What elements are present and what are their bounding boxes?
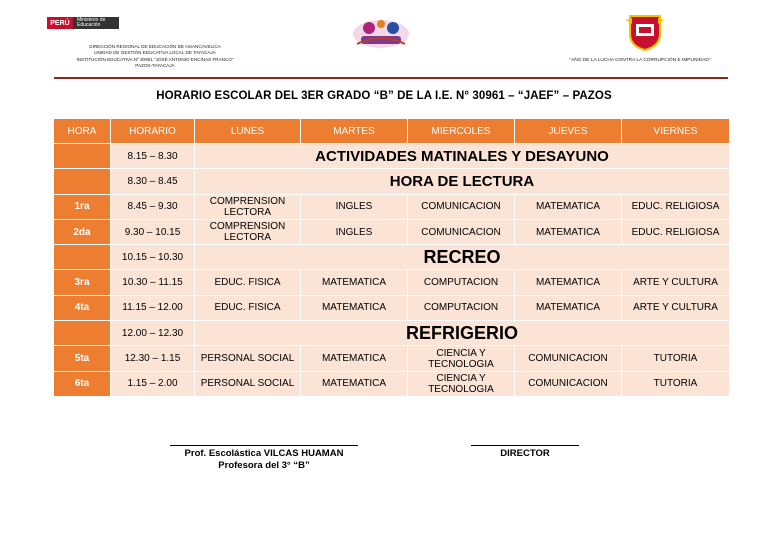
- column-header-martes: MARTES: [301, 119, 408, 144]
- activity-banner: REFRIGERIO: [195, 321, 730, 346]
- subject-cell: [195, 194, 301, 219]
- subject-cell: MATEMATICA: [515, 270, 622, 295]
- subject-cell: MATEMATICA: [301, 270, 408, 295]
- director-signature-line: [471, 445, 579, 446]
- column-header-lunes: LUNES: [195, 119, 301, 144]
- institution-line: PAZOS-TAYACAJA: [135, 63, 175, 69]
- hora-cell: 6ta: [54, 371, 111, 396]
- hora-cell: [54, 245, 111, 270]
- table-row: [54, 346, 730, 371]
- school-emblem-caption: [343, 46, 419, 51]
- subject-cell: [195, 371, 301, 396]
- subject-cell: TUTORIA: [622, 346, 730, 371]
- institution-lines: [50, 44, 260, 70]
- page-title: HORARIO ESCOLAR DEL 3ER GRADO “B” DE LA I.E. N° 30961 – “JAEF” – PAZOS: [156, 90, 612, 102]
- year-motto: "AÑO DE LA LUCHA CONTRA LA CORRUPCIÓN E IMPUNIDAD": [569, 58, 711, 63]
- subject-cell: [408, 371, 515, 396]
- horario-cell: 10.30 – 11.15: [111, 270, 195, 295]
- subject-cell: ARTE Y CULTURA: [622, 270, 730, 295]
- institution-line: UNIDAD DE GESTIÓN EDUCATIVA LOCAL DE TAYACAJA: [94, 50, 216, 56]
- director-role: DIRECTOR: [500, 448, 550, 459]
- subject-cell: INGLES: [301, 194, 408, 219]
- horario-cell: 9.30 – 10.15: [111, 219, 195, 244]
- schedule-table: [53, 118, 730, 397]
- subject-cell: MATEMATICA: [301, 295, 408, 320]
- table-row: [54, 295, 730, 320]
- subject-cell: EDUC. RELIGIOSA: [622, 194, 730, 219]
- document-header: [0, 0, 768, 80]
- activity-banner: RECREO: [195, 245, 730, 270]
- table-row: [54, 144, 730, 169]
- subject-cell: MATEMATICA: [515, 219, 622, 244]
- activity-banner: HORA DE LECTURA: [195, 169, 730, 194]
- peru-label: PERÚ: [47, 17, 73, 29]
- subject-label: COMPRENSION LECTORA: [209, 221, 286, 244]
- horario-cell: 8.45 – 9.30: [111, 194, 195, 219]
- subject-cell: [195, 346, 301, 371]
- table-row: [54, 321, 730, 346]
- subject-cell: COMPUTACION: [408, 295, 515, 320]
- teacher-name: Prof. Escolástica VILCAS HUAMAN: [184, 448, 344, 459]
- hora-cell: 1ra: [54, 194, 111, 219]
- subject-cell: [408, 346, 515, 371]
- subject-cell: COMUNICACION: [515, 371, 622, 396]
- table-row: [54, 169, 730, 194]
- horario-cell: 10.15 – 10.30: [111, 245, 195, 270]
- subject-cell: COMUNICACION: [515, 346, 622, 371]
- teacher-role: Profesora del 3° “B”: [218, 460, 310, 471]
- subject-cell: [195, 219, 301, 244]
- subject-cell: MATEMATICA: [515, 194, 622, 219]
- table-row: [54, 194, 730, 219]
- ministry-label: Ministerio de Educación: [73, 17, 119, 29]
- hora-cell: [54, 321, 111, 346]
- teacher-signature: [150, 448, 378, 472]
- institution-line: DIRECCIÓN REGIONAL DE EDUCACIÓN DE HUANCAVELICA: [89, 44, 221, 49]
- column-header-viernes: VIERNES: [622, 119, 730, 144]
- table-row: [54, 270, 730, 295]
- hora-cell: 4ta: [54, 295, 111, 320]
- subject-cell: MATEMATICA: [515, 295, 622, 320]
- column-header-hora: HORA: [54, 119, 111, 144]
- subject-cell: COMUNICACION: [408, 194, 515, 219]
- hora-cell: 3ra: [54, 270, 111, 295]
- subject-label: COMPRENSION LECTORA: [209, 195, 286, 218]
- column-header-miercoles: MIERCOLES: [408, 119, 515, 144]
- hora-cell: [54, 144, 111, 169]
- subject-label: PERSONAL SOCIAL: [200, 353, 295, 365]
- table-row: [54, 245, 730, 270]
- hora-cell: [54, 169, 111, 194]
- column-header-horario: HORARIO: [111, 119, 195, 144]
- horario-cell: 11.15 – 12.00: [111, 295, 195, 320]
- teacher-signature-line: [170, 445, 358, 446]
- horario-cell: 12.00 – 12.30: [111, 321, 195, 346]
- subject-cell: MATEMATICA: [301, 346, 408, 371]
- column-header-jueves: JUEVES: [515, 119, 622, 144]
- horario-cell: 12.30 – 1.15: [111, 346, 195, 371]
- subject-label: PERSONAL SOCIAL: [200, 378, 295, 390]
- table-row: [54, 219, 730, 244]
- institution-line: INSTITUCIÓN EDUCATIVA Nº 30961 "JOSÉ ANTONIO ENCINAS FRANCO": [76, 56, 234, 62]
- header-divider: [54, 77, 728, 79]
- director-signature: [465, 448, 585, 460]
- hora-cell: 5ta: [54, 346, 111, 371]
- hora-cell: 2da: [54, 219, 111, 244]
- subject-cell: ARTE Y CULTURA: [622, 295, 730, 320]
- subject-cell: MATEMATICA: [301, 371, 408, 396]
- shield-crest-icon: [624, 12, 666, 52]
- table-header-row: [54, 119, 730, 144]
- peru-ministry-logo: [47, 17, 119, 29]
- subject-cell: INGLES: [301, 219, 408, 244]
- subject-cell: EDUC. FISICA: [195, 270, 301, 295]
- activity-banner: ACTIVIDADES MATINALES Y DESAYUNO: [195, 144, 730, 169]
- subject-cell: EDUC. RELIGIOSA: [622, 219, 730, 244]
- subject-label: CIENCIA Y TECNOLOGIA: [428, 347, 494, 370]
- subject-cell: EDUC. FISICA: [195, 295, 301, 320]
- horario-cell: 1.15 – 2.00: [111, 371, 195, 396]
- horario-cell: 8.15 – 8.30: [111, 144, 195, 169]
- subject-label: CIENCIA Y TECNOLOGIA: [428, 372, 494, 395]
- horario-cell: 8.30 – 8.45: [111, 169, 195, 194]
- subject-cell: COMPUTACION: [408, 270, 515, 295]
- subject-cell: TUTORIA: [622, 371, 730, 396]
- subject-cell: COMUNICACION: [408, 219, 515, 244]
- table-row: [54, 371, 730, 396]
